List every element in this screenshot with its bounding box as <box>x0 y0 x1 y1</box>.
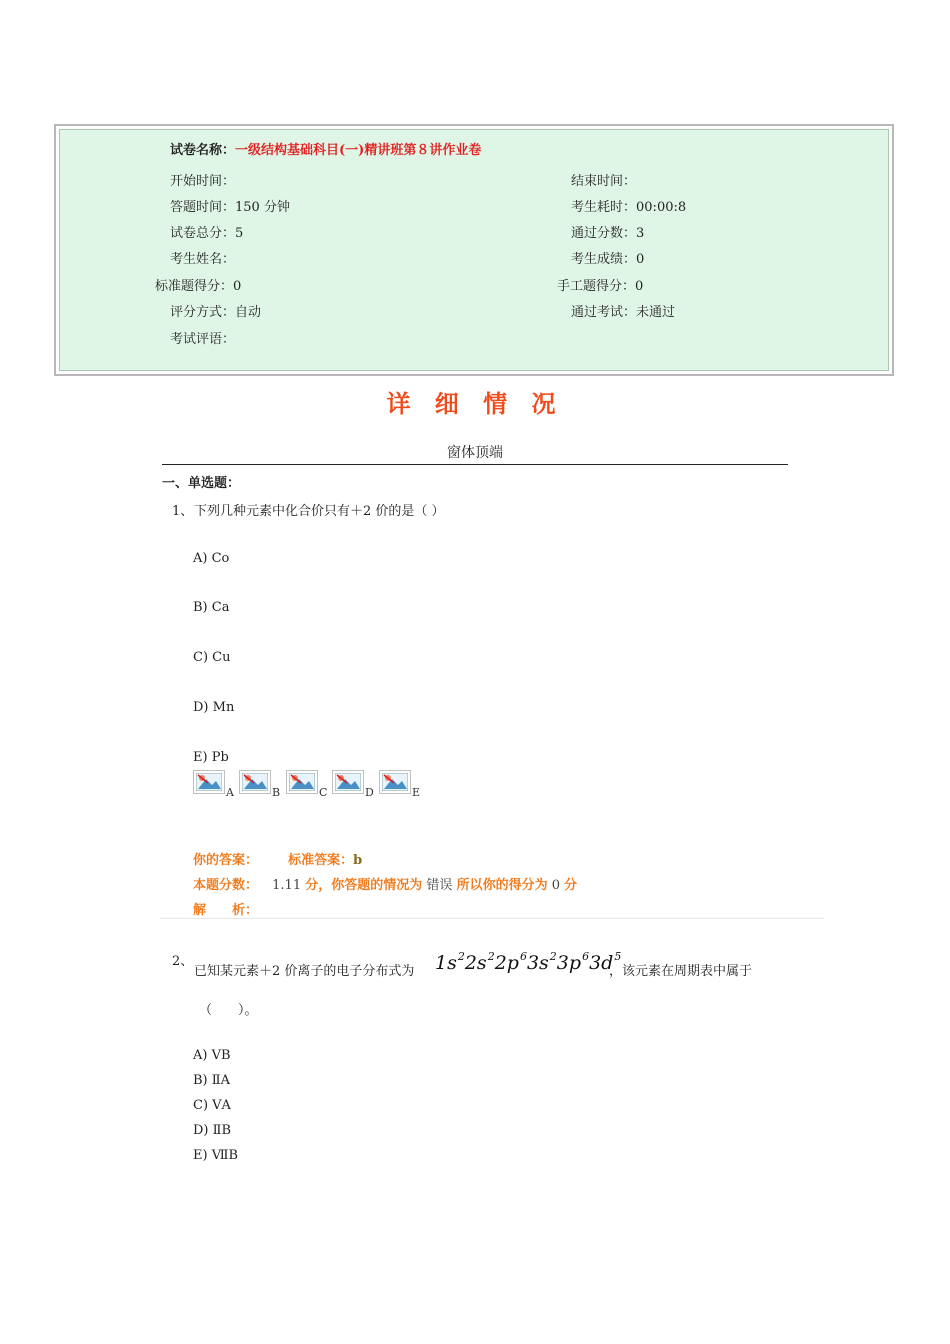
q1-score-row <box>193 874 577 893</box>
exam-name-value: 一级结构基础科目(一)精讲班第８讲作业卷 <box>235 143 482 158</box>
electron-configuration-formula: $1s^22s^22p^63s^23p^63d^5$ <box>435 950 622 974</box>
q1-image-label-e: E <box>412 786 421 799</box>
divider <box>162 464 788 465</box>
standard-score-label: 标准题得分： <box>155 279 234 294</box>
comment-row <box>170 328 235 347</box>
q2-option-d: D) ⅡB <box>193 1123 232 1138</box>
broken-image-icon <box>335 773 361 791</box>
standard-answer-label: 标准答案： <box>288 853 354 868</box>
start-time-label: 开始时间： <box>170 174 236 189</box>
analysis-label: 解 析： <box>193 903 259 918</box>
question-score-value: 1.11 <box>272 878 302 893</box>
q2-option-c: C) ⅤA <box>193 1098 231 1113</box>
q2-text-after: ，该元素在周期表中属于 <box>609 964 753 979</box>
standard-score-row <box>155 275 241 294</box>
your-answer-label: 你的答案： <box>193 853 259 868</box>
q1-answer-image-c[interactable] <box>286 770 318 794</box>
q2-text-line2: （ ）。 <box>199 1003 258 1018</box>
broken-image-icon <box>382 773 408 791</box>
q2-option-b: B) ⅡA <box>193 1073 230 1088</box>
q2-option-a: A) ⅤB <box>193 1048 231 1063</box>
score-tail-text: 所以你的得分为 <box>456 878 548 893</box>
q1-option-b: B) Ca <box>193 600 230 615</box>
q1-option-d: D) Mn <box>193 700 235 715</box>
grading-method-row <box>170 301 261 320</box>
form-top-label: 窗体顶端 <box>447 445 503 461</box>
examinee-score-row <box>571 248 644 267</box>
broken-image-icon <box>196 773 222 791</box>
q1-image-label-d: D <box>365 786 374 799</box>
manual-score-label: 手工题得分： <box>557 279 636 294</box>
question-score-label: 本题分数： <box>193 878 259 893</box>
q1-answer-row <box>193 849 362 868</box>
manual-score-row <box>557 275 643 294</box>
duration-row <box>170 196 290 215</box>
elapsed-row <box>571 196 686 215</box>
duration-value: 150 分钟 <box>235 200 290 215</box>
q1-image-label-c: C <box>319 786 328 799</box>
q1-option-e: E) Pb <box>193 750 229 765</box>
examinee-label: 考生姓名： <box>170 252 236 267</box>
q2-option-e: E) ⅦB <box>193 1148 239 1163</box>
pass-score-label: 通过分数： <box>571 226 637 241</box>
end-time-label: 结束时间： <box>571 174 637 189</box>
duration-label: 答题时间： <box>170 200 236 215</box>
total-score-value: 5 <box>235 226 244 241</box>
manual-score-value: 0 <box>635 279 644 294</box>
q1-text: 下列几种元素中化合价只有＋2 价的是（ ） <box>194 504 445 519</box>
comment-label: 考试评语： <box>170 332 236 347</box>
elapsed-label: 考生耗时： <box>571 200 637 215</box>
pass-status-label: 通过考试： <box>571 305 637 320</box>
end-time-row <box>571 170 636 189</box>
q1-answer-image-a[interactable] <box>193 770 225 794</box>
examinee-score-value: 0 <box>636 252 645 267</box>
q1-image-label-a: A <box>226 786 234 799</box>
q1-image-label-b: B <box>272 786 281 799</box>
exam-name-row <box>170 139 481 158</box>
pass-score-row <box>571 222 644 241</box>
section-title: 详 细 情 况 <box>386 390 564 418</box>
total-score-label: 试卷总分： <box>170 226 236 241</box>
pass-status-row <box>571 301 675 320</box>
q1-option-a: A) Co <box>193 551 230 566</box>
q1-number: 1、 <box>172 504 194 519</box>
elapsed-value: 00:00:8 <box>636 200 687 215</box>
q1-answer-image-d[interactable] <box>332 770 364 794</box>
broken-image-icon <box>289 773 315 791</box>
standard-score-value: 0 <box>233 279 242 294</box>
pass-score-value: 3 <box>636 226 645 241</box>
part-title: 一、单选题： <box>162 476 241 491</box>
q1-answer-image-b[interactable] <box>239 770 271 794</box>
grading-method-label: 评分方式： <box>170 305 236 320</box>
score-mid-text: 分，你答题的情况为 <box>305 878 423 893</box>
exam-name-label: 试卷名称： <box>170 143 236 158</box>
q1-option-c: C) Cu <box>193 650 231 665</box>
broken-image-icon <box>242 773 268 791</box>
got-score-value: 0 <box>551 878 560 893</box>
q1-answer-image-e[interactable] <box>379 770 411 794</box>
start-time-row <box>170 170 235 189</box>
grading-method-value: 自动 <box>235 305 262 320</box>
question-divider <box>160 918 824 919</box>
pass-status-value: 未通过 <box>636 305 676 320</box>
standard-answer-value: b <box>353 853 363 868</box>
examinee-score-label: 考生成绩： <box>571 252 637 267</box>
got-score-unit: 分 <box>564 878 578 893</box>
q2-text-before: 已知某元素＋2 价离子的电子分布式为 <box>194 964 415 979</box>
q2-number: 2、 <box>172 954 194 969</box>
result-value: 错误 <box>426 878 453 893</box>
examinee-row <box>170 248 235 267</box>
total-score-row <box>170 222 243 241</box>
